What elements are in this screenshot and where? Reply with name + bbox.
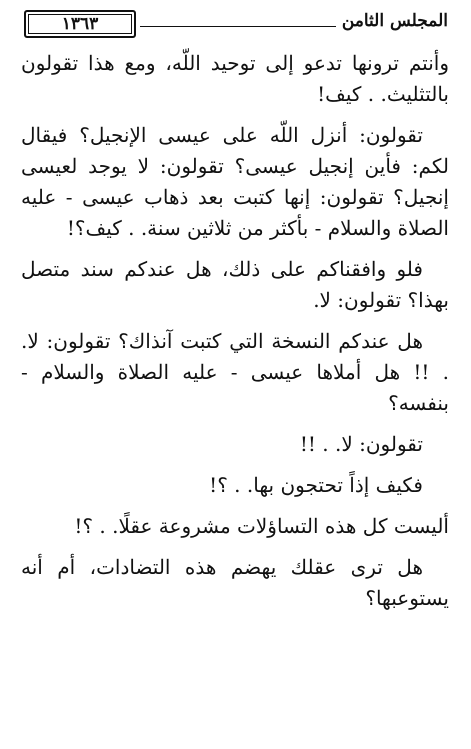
running-header <box>24 8 448 38</box>
chapter-title: المجلس الثامن <box>341 11 448 31</box>
paragraph: هل ترى عقلك يهضم هذه التضادات، أم أنه يستوعبها؟ <box>21 555 449 610</box>
paragraph: وأنتم ترونها تدعو إلى توحيد اللّه، ومع هذا تقولون بالتثليث. . كيف! <box>21 51 449 106</box>
header-rule <box>140 26 336 27</box>
paragraph: فلو وافقناكم على ذلك، هل عندكم سند متصل بهذا؟ تقولون: لا. <box>21 257 449 312</box>
page-number-box <box>24 10 136 38</box>
paragraph: تقولون: أنزل اللّه على عيسى الإنجيل؟ فيقال لكم: فأين إنجيل عيسى؟ تقولون: لا يوجد لعيسى إنجيل؟ تقولون: إنها كتبت بعد ذهاب عيسى - عليه الصلاة والسلام - بأكثر من ثلاثين سنة. . كيف؟! <box>21 123 449 240</box>
paragraph: فكيف إذاً تحتجون بها. . ؟! <box>209 473 423 497</box>
paragraph: تقولون: لا. . !! <box>299 432 423 456</box>
page-number: ١٣٦٣ <box>61 14 99 34</box>
body-text <box>21 48 449 624</box>
paragraph: أليست كل هذه التساؤلات مشروعة عقلًا. . ؟! <box>74 514 449 538</box>
paragraph: هل عندكم النسخة التي كتبت آنذاك؟ تقولون: لا. . !! هل أملاها عيسى - عليه الصلاة والسلام - بنفسه؟ <box>21 329 449 415</box>
